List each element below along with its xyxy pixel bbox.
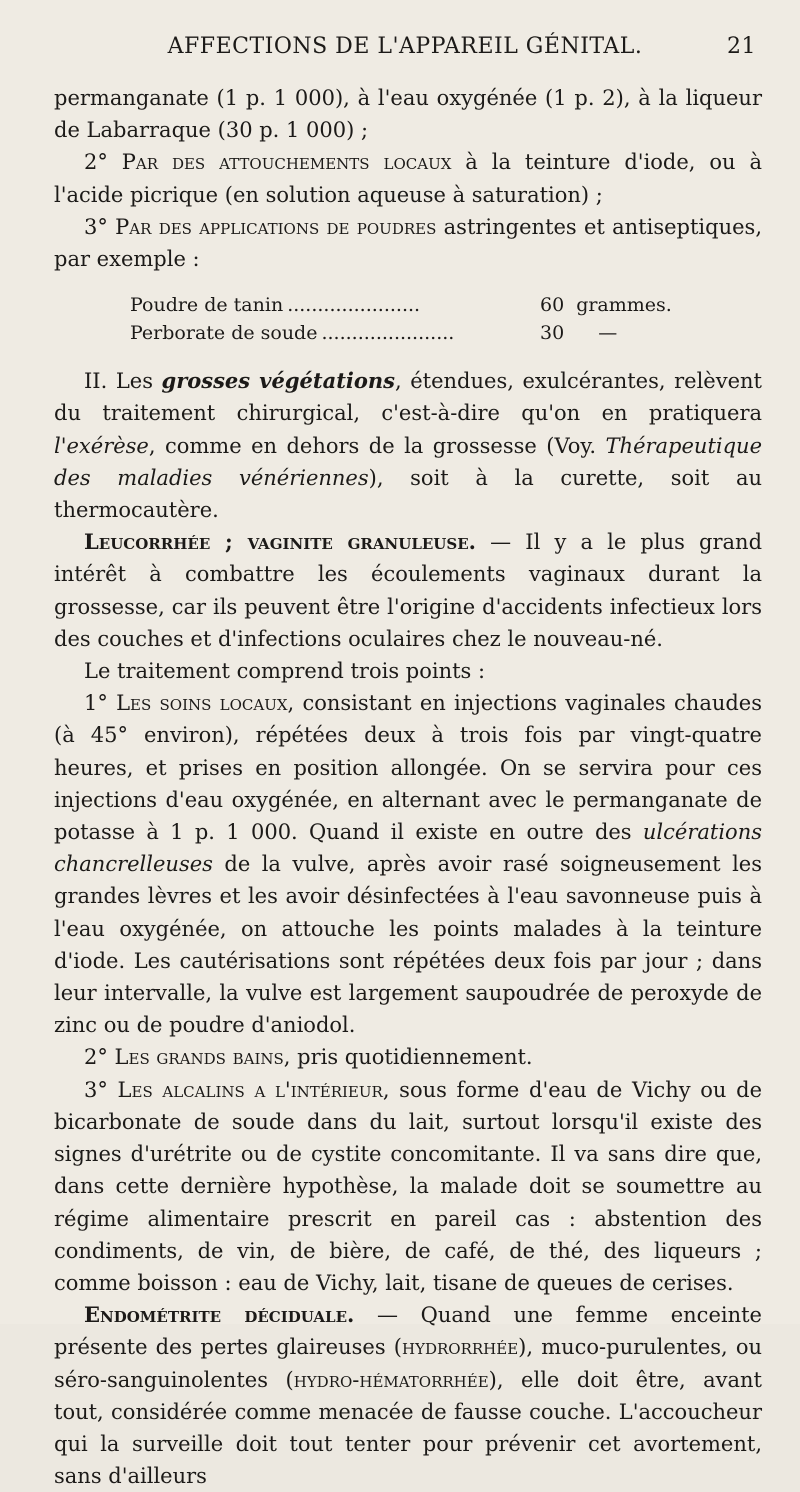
section-heading: Leucorrhée ; vaginite granuleuse.: [84, 529, 476, 555]
paragraph-permanganate: permanganate (1 p. 1 000), à l'eau oxygénée (1 p. 2), à la liqueur de Labarraque (30 p. 1 000) ;: [54, 86, 762, 143]
paragraph-soins-locaux: 1° Les soins locaux, consistant en injections vaginales chaudes (à 45° environ), répétées deux à trois fois par vingt-quatre heures, et prises en position allongée. On se servira pour ces injections d'eau oxygénée, en alternant avec le permanganate de potasse à 1 p. 1 000. Quand il existe en outre des ulcérations chancrelleuses de la vulve, après avoir rasé soigneusement les grandes lèvres et les avoir désinfectées à l'eau savonneuse puis à l'eau oxygénée, on attouche les points malades à la teinture d'iode. Les cautérisations sont répétées deux fois par jour ; dans leur intervalle, la vulve est largement saupoudrée de peroxyde de zinc ou de poudre d'aniodol.: [54, 691, 763, 1038]
running-title: AFFECTIONS DE L'APPAREIL GÉNITAL.: [167, 34, 643, 59]
paragraph-attouchements: 2° Par des attouchements locaux à la teinture d'iode, ou à l'acide picrique (en solution aqueuse à saturation) ;: [54, 150, 762, 207]
paragraph-traitement: Le traitement comprend trois points :: [84, 659, 486, 684]
page-number: 21: [727, 34, 756, 59]
paragraph-endometrite: Endométrite déciduale. — Quand une femme enceinte présente des pertes glaireuses (hydrorrhée), muco-purulentes, ou séro-sanguinolentes (hydro-hématorrhée), elle doit être, avant tout, considérée comme menacée de fausse couche. L'accoucheur qui la surveille doit tout tenter pour prévenir cet avortement, sans d'ailleurs: [54, 1302, 763, 1489]
paragraph-grosses-vegetations: II. Les grosses végétations, étendues, exulcérantes, relèvent du traitement chirurgical, c'est-à-dire qu'on en pratiquera l'exérèse, comme en dehors de la grossesse (Voy. Thérapeutique des maladies vénériennes), soit à la curette, soit au thermocautère.: [54, 368, 762, 523]
paragraph-poudres: 3° Par des applications de poudres astringentes et antiseptiques, par exemple :: [54, 214, 762, 272]
paragraph-leucorrhee: Leucorrhée ; vaginite granuleuse. — Il y a le plus grand intérêt à combattre les écoulements vaginaux durant la grossesse, car ils peuvent être l'origine d'accidents infectieux lors des couches et d'infections oculaires chez le nouveau-né.: [54, 529, 763, 651]
paragraph-alcalins: 3° Les alcalins a l'intérieur, sous forme d'eau de Vichy ou de bicarbonate de soude dans du lait, surtout lorsqu'il existe des signes d'urétrite ou de cystite concomitante. Il va sans dire que, dans cette dernière hypothèse, la malade doit se soumettre au régime alimentaire prescrit en pareil cas : abstention des condiments, de vin, de bière, de café, de thé, des liqueurs ; comme boisson : eau de Vichy, lait, tisane de queues de cerises.: [54, 1077, 762, 1295]
page-body: [54, 82, 762, 1492]
recipe-line: Perborate de soude ...................... 30 —: [130, 322, 618, 345]
recipe-formula: [130, 291, 690, 347]
running-header: [54, 34, 756, 64]
paragraph-grands-bains: 2° Les grands bains, pris quotidiennement.: [84, 1045, 533, 1070]
recipe-line: Poudre de tanin ...................... 60 grammes.: [130, 294, 672, 317]
section-heading: Endométrite déciduale.: [84, 1302, 355, 1328]
